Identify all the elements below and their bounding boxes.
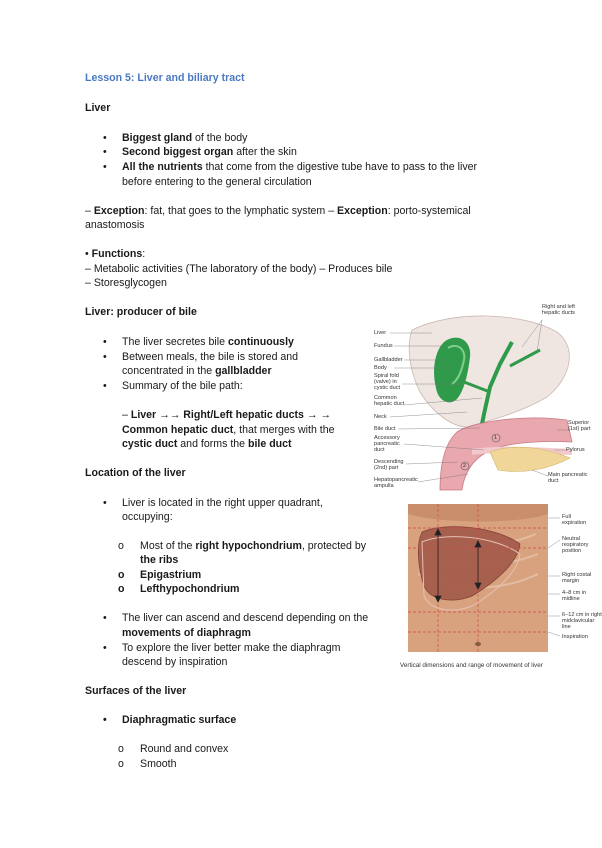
bile-path-line	[122, 437, 292, 452]
bold-text: All the nutrients	[122, 161, 203, 173]
text: , protected by	[301, 540, 367, 552]
dash: –	[122, 409, 131, 421]
figure-label: Gallbladder	[374, 357, 403, 363]
text: of the body	[192, 132, 248, 144]
arrow-icon: →→	[156, 409, 184, 421]
figure-label: expiration	[562, 520, 587, 526]
sub-list-item: o Smooth	[140, 757, 177, 772]
sub-list-item: o Epigastrium	[140, 568, 201, 583]
figure-label: cystic duct	[374, 385, 401, 391]
section-heading-liver: Liver	[85, 102, 111, 114]
figure-label: Common	[374, 395, 397, 401]
bold-text: gallbladder	[215, 365, 272, 377]
bold-text: Functions	[91, 248, 143, 260]
list-item: • Liver is located in the right upper quadrant,	[122, 496, 323, 511]
figure-label: Neutral	[562, 536, 581, 542]
list-item: • Diaphragmatic surface	[122, 713, 236, 728]
dash: –	[85, 205, 94, 217]
list-item: • Summary of the bile path:	[122, 379, 243, 394]
list-item: • Between meals, the bile is stored and	[122, 350, 298, 365]
text: concentrated in the	[122, 365, 216, 377]
bile-path-line	[122, 408, 331, 423]
bold-text: Biggest gland	[122, 132, 193, 144]
exception-continuation: anastomosis	[85, 219, 145, 231]
functions-label	[85, 247, 145, 262]
list-item: • To explore the liver better make the diaphragm	[122, 641, 340, 656]
bold-text: Second biggest organ	[122, 146, 234, 158]
figure-label: Superior	[568, 420, 590, 426]
figure-label: Right costal	[562, 572, 592, 578]
figure-label: Full	[562, 514, 572, 520]
biliary-anatomy-figure	[372, 302, 592, 492]
list-item-continuation: before entering to the general circulation	[122, 176, 312, 188]
functions-line: – Metabolic activities (The laboratory of the body) – Produces bile	[85, 263, 393, 275]
figure-label: margin	[562, 578, 580, 584]
figure-label: Main pancreatic	[548, 472, 588, 478]
figure-label: Neck	[374, 414, 387, 420]
list-item-continuation: occupying:	[122, 511, 173, 523]
list-item	[122, 160, 477, 175]
figure-label: (valve) in	[374, 379, 397, 385]
bold-text: Right/Left hepatic ducts	[183, 409, 304, 421]
list-item-continuation	[122, 364, 272, 379]
figure-label: position	[562, 548, 582, 554]
bold-text: continuously	[227, 336, 294, 348]
list-item	[122, 145, 297, 160]
bold-text: Exception	[337, 205, 388, 217]
section-heading-surfaces: Surfaces of the liver	[85, 685, 187, 697]
page-title: Lesson 5: Liver and biliary tract	[85, 72, 245, 84]
text: The liver secretes bile	[122, 336, 228, 348]
figure-caption: Vertical dimensions and range of movement of liver	[400, 662, 543, 669]
figure-label: Pylorus	[566, 447, 585, 453]
figure-label: Body	[374, 365, 387, 371]
sub-list-item-continuation: the ribs	[140, 554, 179, 566]
sub-list-item: o Round and convex	[140, 742, 228, 757]
figure-label: midclavicular	[562, 618, 595, 624]
figure-label: 4–8 cm in	[562, 590, 587, 596]
bold-text: Exception	[93, 205, 145, 217]
figure-label: ampulla	[374, 483, 394, 489]
bullet: •	[85, 248, 92, 260]
figure-label: Liver	[374, 330, 387, 336]
list-item-continuation: descend by inspiration	[122, 656, 228, 668]
text: , that merges with the	[233, 424, 335, 436]
figure-label: pancreatic	[374, 441, 400, 447]
figure-label: (1st) part	[568, 426, 591, 432]
section-heading-location: Location of the liver	[85, 467, 186, 479]
figure-mark: 2	[463, 463, 467, 469]
figure-label: Hepatopancreatic	[374, 477, 418, 483]
figure-label: (2nd) part	[374, 465, 399, 471]
arrow-icon: → →	[303, 409, 331, 421]
text: and forms the	[177, 438, 249, 450]
functions-line: – Storesglycogen	[85, 277, 167, 289]
figure-label: Inspiration	[562, 634, 588, 640]
bold-text: cystic duct	[122, 438, 178, 450]
exception-line	[85, 204, 471, 219]
sub-list-item	[140, 539, 366, 554]
figure-label: duct	[548, 478, 559, 484]
biliary-anatomy-illustration	[372, 302, 592, 492]
dash: –	[328, 205, 338, 217]
sub-list-item: o Lefthypochondrium	[140, 582, 239, 597]
bold-text: Common hepatic duct	[122, 424, 234, 436]
figure-label: midline	[562, 596, 580, 602]
figure-label: duct	[374, 447, 385, 453]
bold-text: Liver	[130, 409, 157, 421]
figure-label: Descending	[374, 459, 404, 465]
figure-mark: 1	[494, 435, 498, 441]
list-item	[122, 131, 247, 146]
section-heading-producer: Liver: producer of bile	[85, 306, 197, 318]
figure-label: Accessory	[374, 435, 400, 441]
figure-label: line	[562, 624, 571, 630]
list-item-continuation: movements of diaphragm	[122, 627, 251, 639]
figure-label: Right and left	[542, 304, 575, 310]
text: Most of the	[140, 540, 196, 552]
bile-path-line	[122, 423, 335, 438]
figure-label: 6–12 cm in right	[562, 612, 602, 618]
liver-movement-figure	[400, 504, 602, 672]
text: :	[142, 248, 146, 260]
figure-label: hepatic ducts	[542, 310, 575, 316]
bold-text: right hypochondrium	[195, 540, 302, 552]
figure-label: respiratory	[562, 542, 589, 548]
figure-label: hepatic duct	[374, 401, 405, 407]
figure-label: Bile duct	[374, 426, 396, 432]
torso-illustration	[400, 504, 595, 672]
text: that come from the digestive tube have to pass to the liver	[202, 161, 478, 173]
figure-label: Spiral fold	[374, 373, 399, 379]
list-item	[122, 335, 294, 350]
text: : porto-systemical	[387, 205, 471, 217]
figure-label: Fundus	[374, 343, 393, 349]
bold-text: bile duct	[248, 438, 292, 450]
text: : fat, that goes to the lymphatic system	[144, 205, 329, 217]
text: after the skin	[233, 146, 297, 158]
list-item: • The liver can ascend and descend depending on the	[122, 611, 368, 626]
